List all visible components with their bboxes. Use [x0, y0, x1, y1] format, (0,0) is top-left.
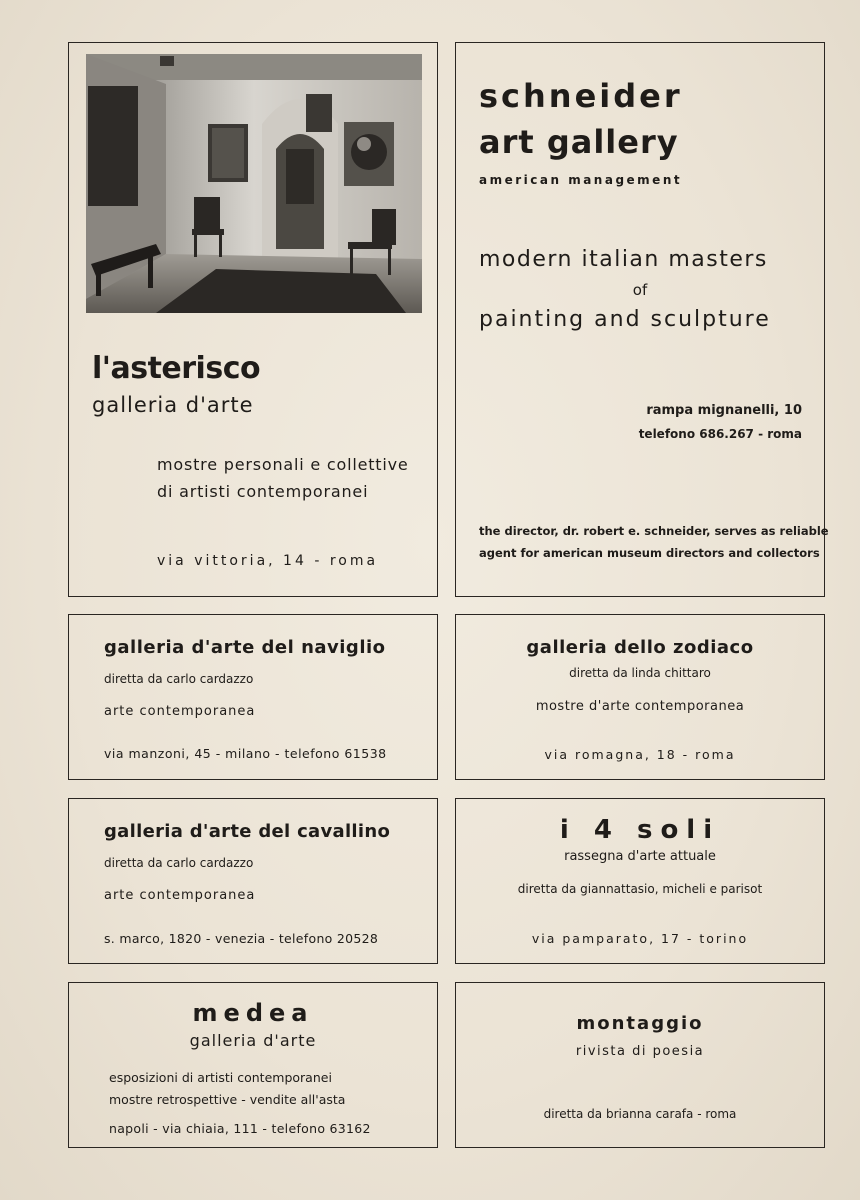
soli-director: diretta da giannattasio, micheli e parisot [517, 882, 763, 896]
schneider-address-2: telefono 686.267 - roma [638, 427, 802, 441]
soli-address: via pamparato, 17 - torino [531, 931, 749, 946]
montaggio-director: diretta da brianna carafa - roma [543, 1107, 737, 1121]
ad-schneider [455, 42, 829, 597]
cavallino-address: s. marco, 1820 - venezia - telefono 20528 [104, 931, 379, 946]
asterisco-name: l'asterisco [92, 351, 261, 386]
cavallino-name: galleria d'arte del cavallino [104, 821, 391, 842]
naviglio-address: via manzoni, 45 - milano - telefono 61538 [104, 746, 387, 761]
asterisco-line2: di artisti contemporanei [157, 482, 369, 501]
soli-name: i 4 soli [559, 815, 721, 845]
schneider-tagline-2: of [632, 281, 648, 299]
soli-subtitle: rassegna d'arte attuale [564, 849, 716, 864]
ad-cavallino [68, 798, 438, 964]
schneider-note-1: the director, dr. robert e. schneider, serves as reliable [479, 524, 829, 538]
asterisco-line1: mostre personali e collettive [157, 455, 409, 474]
naviglio-director: diretta da carlo cardazzo [104, 672, 254, 686]
cavallino-director: diretta da carlo cardazzo [104, 856, 254, 870]
cavallino-type: arte contemporanea [104, 888, 256, 903]
asterisco-address: via vittoria, 14 - roma [157, 553, 379, 569]
naviglio-type: arte contemporanea [104, 704, 256, 719]
ad-naviglio [68, 614, 438, 780]
medea-name: medea [192, 999, 314, 1027]
zodiaco-type: mostre d'arte contemporanea [535, 699, 745, 714]
zodiaco-name: galleria dello zodiaco [526, 637, 754, 658]
ad-zodiaco [455, 614, 825, 780]
schneider-management: american management [479, 173, 683, 187]
ad-montaggio [455, 982, 825, 1148]
asterisco-subtitle: galleria d'arte [92, 393, 254, 417]
schneider-note-2: agent for american museum directors and collectors [479, 546, 820, 560]
schneider-address-1: rampa mignanelli, 10 [646, 403, 802, 418]
schneider-tagline-3: painting and sculpture [479, 307, 771, 332]
medea-line2: mostre retrospettive - vendite all'asta [109, 1092, 346, 1107]
medea-address: napoli - via chiaia, 111 - telefono 63162 [109, 1121, 371, 1136]
montaggio-name: montaggio [576, 1013, 704, 1034]
schneider-tagline-1: modern italian masters [479, 247, 768, 272]
zodiaco-director: diretta da linda chittaro [569, 666, 711, 680]
ad-asterisco [68, 42, 438, 597]
zodiaco-address: via romagna, 18 - roma [544, 747, 736, 762]
montaggio-subtitle: rivista di poesia [575, 1044, 705, 1059]
medea-line1: esposizioni di artisti contemporanei [109, 1070, 332, 1085]
ad-4-soli [455, 798, 825, 964]
gallery-interior-photo [86, 54, 422, 313]
ad-medea [68, 982, 438, 1148]
naviglio-name: galleria d'arte del naviglio [104, 637, 386, 658]
medea-subtitle: galleria d'arte [189, 1031, 317, 1050]
schneider-name-line1: schneider [479, 77, 683, 115]
schneider-name-line2: art gallery [479, 123, 679, 161]
